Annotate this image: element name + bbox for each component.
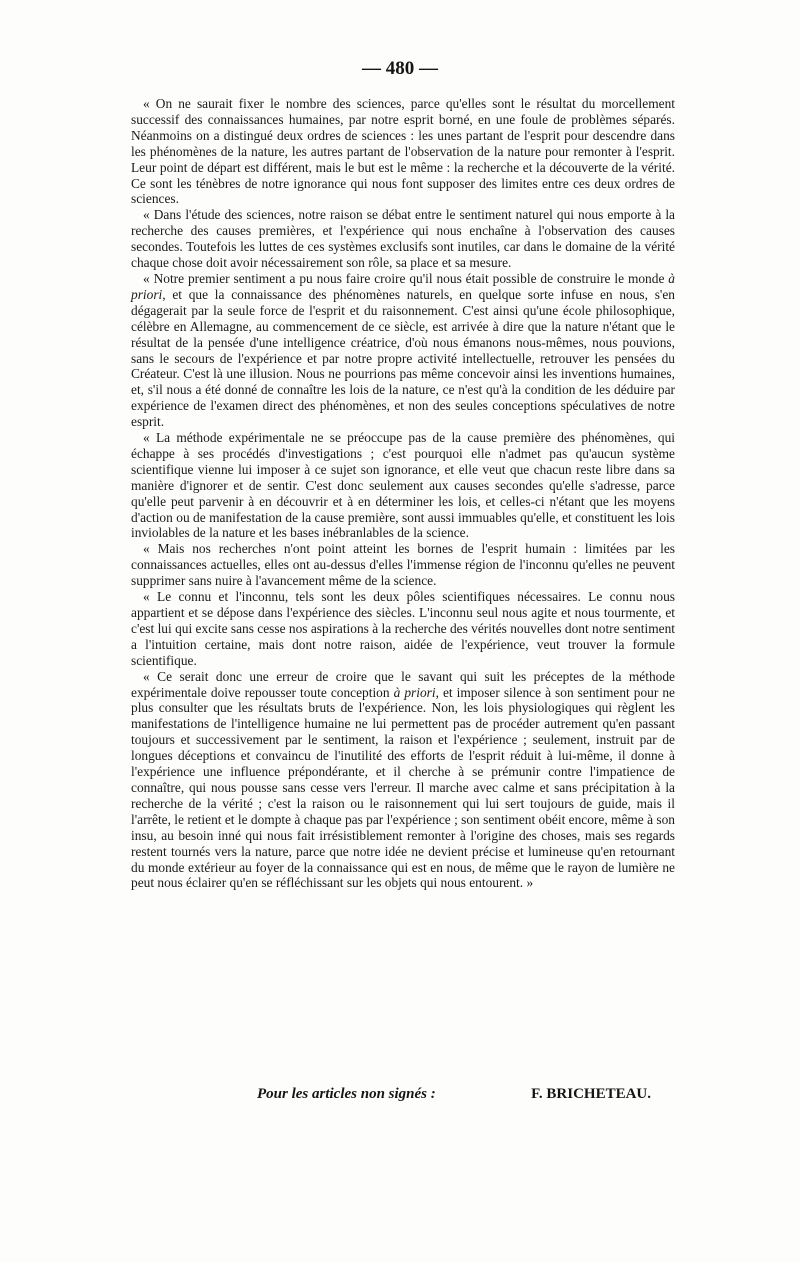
signature-author: F. BRICHETEAU. (531, 1086, 651, 1102)
signature-label: Pour les articles non signés : (257, 1086, 436, 1102)
paragraph-text: « Dans l'étude des sciences, notre raison se débat entre le sentiment naturel qui nous emporte à la recherche des causes premières, et l'expérience qui nous enchaîne à l'observation des causes secondes. Toutefois les luttes de ces systèmes exclusifs sont inutiles, car dans le domaine de la vérité chaque chose doit avoir nécessairement son rôle, sa place et sa mesure. (131, 207, 675, 271)
paragraph-text: « Ce serait donc une erreur de croire que le savant qui suit les préceptes de la méthode expérimentale doive repousser toute conception (131, 668, 675, 700)
paragraph (131, 669, 675, 892)
paragraph-text: , et imposer silence à son sentiment pour ne plus consulter que les résultats bruts de l'expérience. Non, les lois physiologiques qui règlent les manifestations de l'intelligence humaine ne lui permettent pas de procéder autrement qu'en passant toujours et successivement par le sentiment, la raison et l'expérience ; seulement, instruit par de longues déceptions et convaincu de l'inutilité des efforts de l'esprit réduit à lui-même, il donne à l'expérience une influence prépondérante, et il cherche à se prémunir contre l'impatience de connaître, qui nous pousse sans cesse vers l'erreur. Il marche avec calme et sans précipitation à la recherche de la vérité ; c'est la raison ou le raisonnement qui lui sert toujours de guide, mais il l'arrête, le retient et le dompte à chaque pas par l'expérience ; son sentiment obéit encore, même à son insu, au besoin inné qui nous fait irrésistiblement remonter à l'origine des choses, mais ses regards restent tournés vers la nature, parce que notre idée ne devient précise et lumineuse qu'en retournant du monde extérieur au foyer de la connaissance qui est en nous, de même que le rayon de lumière ne peut nous éclairer qu'en se réfléchissant sur les objets qui nous entourent. » (131, 684, 675, 891)
paragraph (131, 271, 675, 430)
paragraph-text: « Mais nos recherches n'ont point atteint les bornes de l'esprit humain : limitées par les connaissances actuelles, elles ont au-dessus d'elles l'immense région de l'inconnu qu'elles ne peuvent supprimer sans nuire à l'avancement même de la science. (131, 541, 675, 589)
paragraph (131, 207, 675, 271)
paragraph-text: , et que la connaissance des phénomènes naturels, en quelque sorte infuse en nous, s'en dégagerait par la seule force de l'esprit et du raisonnement. C'est ainsi qu'une école philosophique, célèbre en Allemagne, au commencement de ce siècle, est arrivée à dire que la nature n'étant que le résultat de la pensée d'une intelligence créatrice, d'où nous émanons nous-mêmes, nous pouvions, sans le secours de l'expérience et par notre propre activité intellectuelle, retrouver les pensées du Créateur. C'est là une illusion. Nous ne pourrions pas même concevoir ainsi les inventions humaines, et, s'il nous a été donné de connaître les lois de la nature, ce n'est qu'à la condition de les déduire par expérience de l'examen direct des phénomènes, et non des seules conceptions spéculatives de notre esprit. (131, 286, 675, 430)
paragraph-text: « On ne saurait fixer le nombre des sciences, parce qu'elles sont le résultat du morcellement successif des connaissances humaines, par notre esprit borné, en une foule de problèmes séparés. Néanmoins on a distingué deux ordres de sciences : les unes partant de l'esprit pour descendre dans les phénomènes de la nature, les autres partant de l'observation de la nature pour remonter à l'esprit. Leur point de départ est différent, mais le but est le même : la recherche et la découverte de la vérité. Ce sont les ténèbres de notre ignorance qui nous font supposer des limites entre ces deux ordres de sciences. (131, 96, 675, 207)
paragraph-text: « Notre premier sentiment a pu nous faire croire qu'il nous était possible de construire le monde (143, 270, 669, 286)
paragraph (131, 96, 675, 207)
paragraph-text: « La méthode expérimentale ne se préoccupe pas de la cause première des phénomènes, qui échappe à ses procédés d'investigations ; c'est pourquoi elle n'admet pas qu'aucun système scientifique vienne lui imposer à ce sujet son ignorance, et elle veut que chacun reste libre dans sa manière d'ignorer et de sentir. C'est donc seulement aux causes secondes qu'elle s'adresse, parce qu'elle peut parvenir à en découvrir et à en déterminer les lois, et celles-ci n'étant que les moyens d'action ou de manifestation de la cause première, sont aussi immuables qu'elle, et constituent les lois inviolables de la nature et les bases inébranlables de la science. (131, 430, 675, 541)
page-number: — 480 — (362, 58, 438, 79)
paragraph (131, 541, 675, 589)
paragraph (131, 589, 675, 669)
paragraph (131, 430, 675, 541)
paragraph-text: « Le connu et l'inconnu, tels sont les deux pôles scientifiques nécessaires. Le connu nous appartient et se dépose dans l'expérience des siècles. L'inconnu seul nous agite et nous tourmente, et c'est lui qui excite sans cesse nos aspirations à la recherche des vérités nouvelles dont notre sentiment a l'intuition certaine, mais dont notre raison, aidée de l'expérience, veut trouver la formule scientifique. (131, 589, 675, 668)
italic-phrase: à priori (131, 270, 675, 302)
article-body (131, 96, 675, 891)
italic-phrase: à priori (393, 684, 436, 700)
